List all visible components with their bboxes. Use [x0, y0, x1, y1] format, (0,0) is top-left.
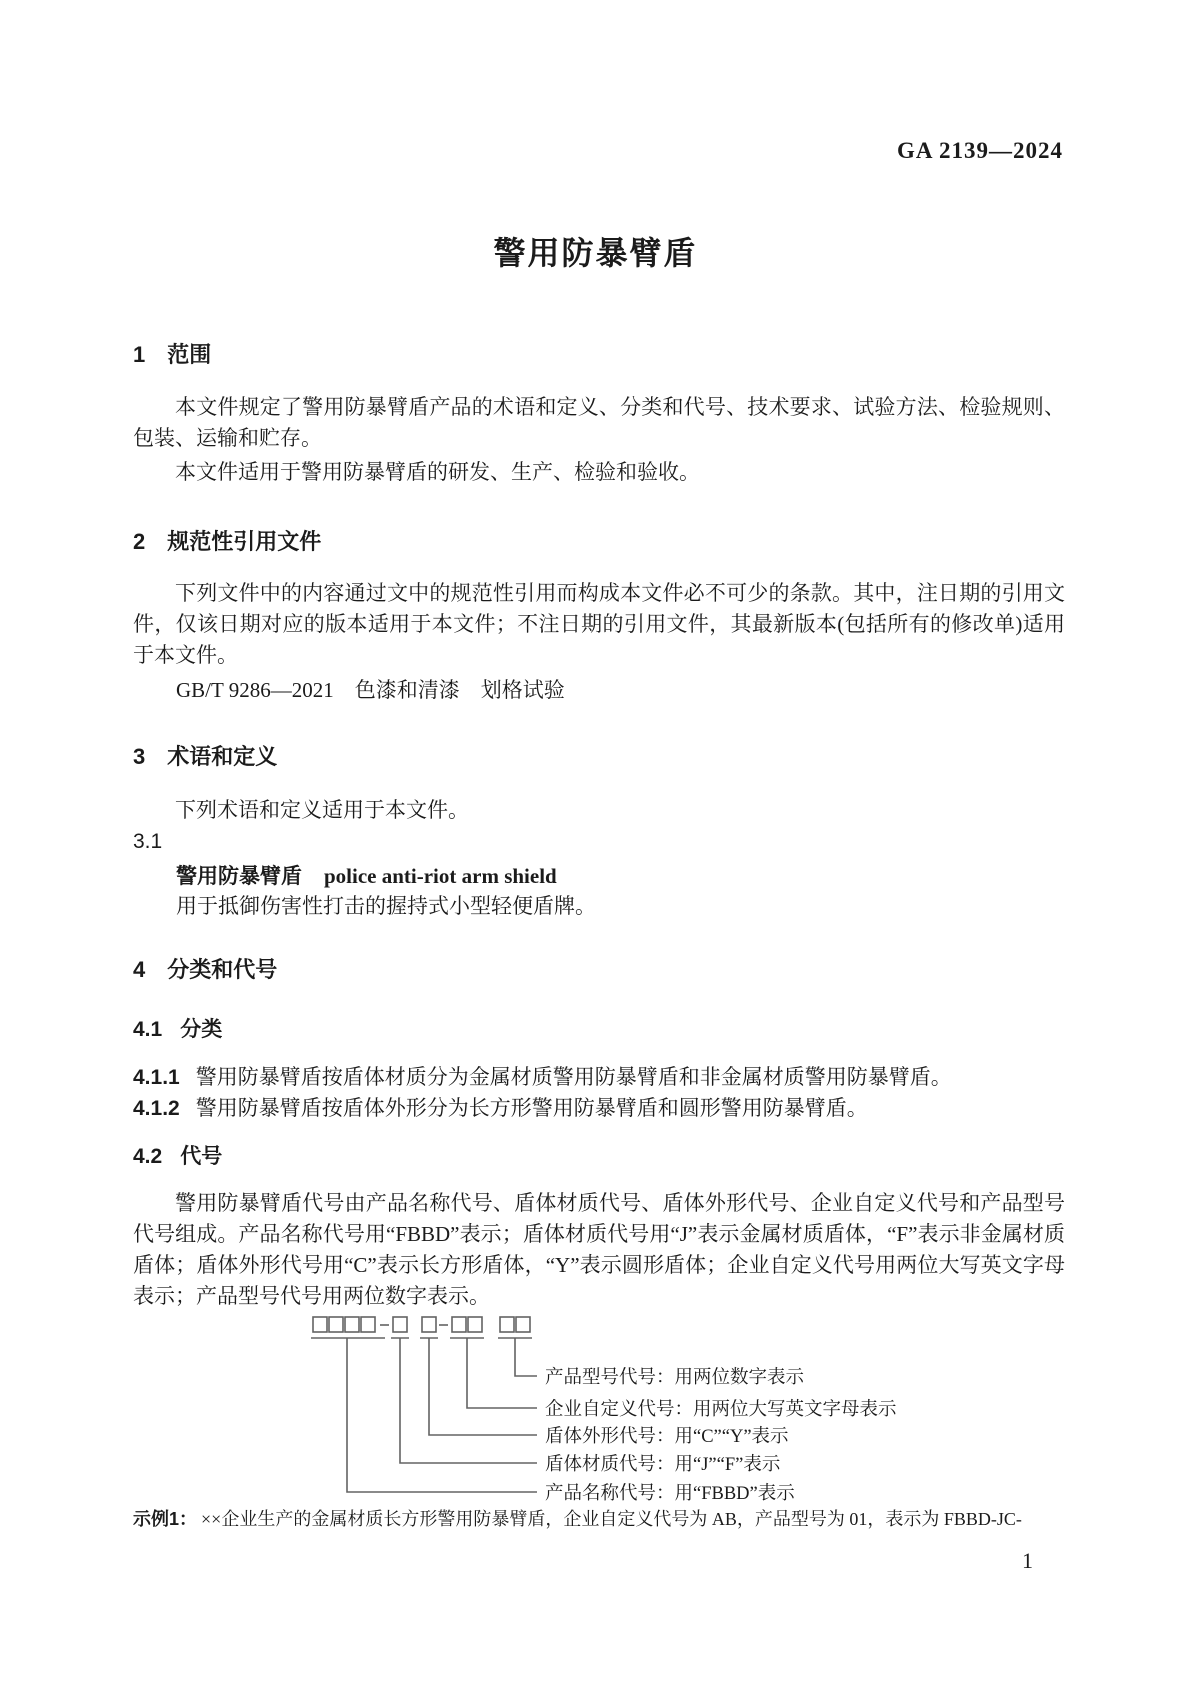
- section-title: 分类: [180, 1018, 223, 1041]
- diagram-label-enterprise-code: 企业自定义代号：用两位大写英文字母表示: [545, 1400, 897, 1420]
- section-2-heading: [133, 525, 321, 556]
- code-box: [500, 1317, 514, 1332]
- code-box: [452, 1317, 466, 1332]
- term-english: police anti-riot arm shield: [324, 864, 557, 888]
- example-note: [133, 1506, 1073, 1532]
- term-definition: 用于抵御伤害性打击的握持式小型轻便盾牌。: [176, 894, 596, 918]
- connector-line: [429, 1338, 537, 1435]
- section-title: 范围: [167, 342, 212, 367]
- code-box: [468, 1317, 482, 1332]
- connector-line: [467, 1338, 537, 1408]
- page-number: 1: [1022, 1548, 1033, 1573]
- term-chinese: 警用防暴臂盾: [176, 865, 302, 888]
- section-title: 分类和代号: [167, 957, 278, 982]
- diagram-label-material-code: 盾体材质代号：用“J”“F”表示: [545, 1455, 781, 1475]
- clause-4-1-2: [133, 1093, 1065, 1124]
- section-number: 1: [133, 342, 146, 367]
- section-1-paragraph-1: 本文件规定了警用防暴臂盾产品的术语和定义、分类和代号、技术要求、试验方法、检验规则、包装、运输和贮存。: [133, 395, 1065, 450]
- code-box: [422, 1317, 436, 1332]
- clause-text: 警用防暴臂盾按盾体外形分为长方形警用防暴臂盾和圆形警用防暴臂盾。: [195, 1096, 868, 1120]
- section-title: 术语和定义: [167, 744, 278, 769]
- diagram-label-model-code: 产品型号代号：用两位数字表示: [545, 1368, 805, 1388]
- section-number: 3: [133, 744, 146, 769]
- diagram-labels: [545, 1367, 897, 1504]
- code-structure-diagram: [133, 1313, 1065, 1513]
- example-text: ××企业生产的金属材质长方形警用防暴臂盾，企业自定义代号为 AB，产品型号为 01，表示为 FBBD-JC-: [201, 1509, 1022, 1529]
- term-entry-number: 3.1: [133, 830, 163, 853]
- code-box: [516, 1317, 530, 1332]
- section-number: 2: [133, 529, 146, 554]
- diagram-label-shape-code: 盾体外形代号：用“C”“Y”表示: [545, 1427, 789, 1447]
- code-box: [361, 1317, 375, 1332]
- section-3-paragraph-1: 下列术语和定义适用于本文件。: [175, 798, 469, 822]
- section-4-2-paragraph-1: 警用防暴臂盾代号由产品名称代号、盾体材质代号、盾体外形代号、企业自定义代号和产品型号代号组成。产品名称代号用“FBBD”表示；盾体材质代号用“J”表示金属材质盾体，“F”表示非金属材质盾体；盾体外形代号用“C”表示长方形盾体，“Y”表示圆形盾体；企业自定义代号用两位大写英文字母表示；产品型号代号用两位数字表示。: [133, 1191, 1065, 1308]
- section-2-paragraph-1: 下列文件中的内容通过文中的规范性引用而构成本文件必不可少的条款。其中，注日期的引用文件，仅该日期对应的版本适用于本文件；不注日期的引用文件，其最新版本(包括所有的修改单)适用于本文件。: [133, 581, 1065, 667]
- section-4-2-heading: [133, 1140, 222, 1170]
- code-box: [393, 1317, 407, 1332]
- clause-4-1-1: [133, 1062, 1065, 1093]
- section-1-heading: [133, 338, 211, 369]
- section-title: 规范性引用文件: [167, 529, 322, 554]
- normative-reference: GB/T 9286—2021 色漆和清漆 划格试验: [176, 678, 565, 702]
- code-box: [345, 1317, 359, 1332]
- code-box: [313, 1317, 327, 1332]
- diagram-label-product-name-code: 产品名称代号：用“FBBD”表示: [545, 1484, 795, 1504]
- clause-text: 警用防暴臂盾按盾体材质分为金属材质警用防暴臂盾和非金属材质警用防暴臂盾。: [195, 1065, 952, 1089]
- connector-line: [400, 1338, 537, 1463]
- code-structure-figure: [133, 1313, 1065, 1513]
- section-number: 4.1: [133, 1018, 163, 1041]
- connector-line: [347, 1338, 537, 1492]
- connector-line: [515, 1338, 537, 1376]
- section-3-heading: [133, 740, 277, 771]
- section-number: 4: [133, 957, 146, 982]
- term-entry: [176, 860, 557, 890]
- document-code: GA 2139—2024: [897, 138, 1063, 163]
- clause-number: 4.1.1: [133, 1066, 180, 1089]
- clause-number: 4.1.2: [133, 1097, 180, 1120]
- document-title: 警用防暴臂盾: [493, 235, 698, 271]
- section-4-heading: [133, 953, 277, 984]
- example-label: 示例1：: [133, 1509, 198, 1529]
- section-4-1-heading: [133, 1013, 222, 1043]
- section-title: 代号: [180, 1145, 223, 1168]
- code-box: [329, 1317, 343, 1332]
- section-1-paragraph-2: 本文件适用于警用防暴臂盾的研发、生产、检验和验收。: [175, 460, 700, 484]
- section-number: 4.2: [133, 1145, 163, 1168]
